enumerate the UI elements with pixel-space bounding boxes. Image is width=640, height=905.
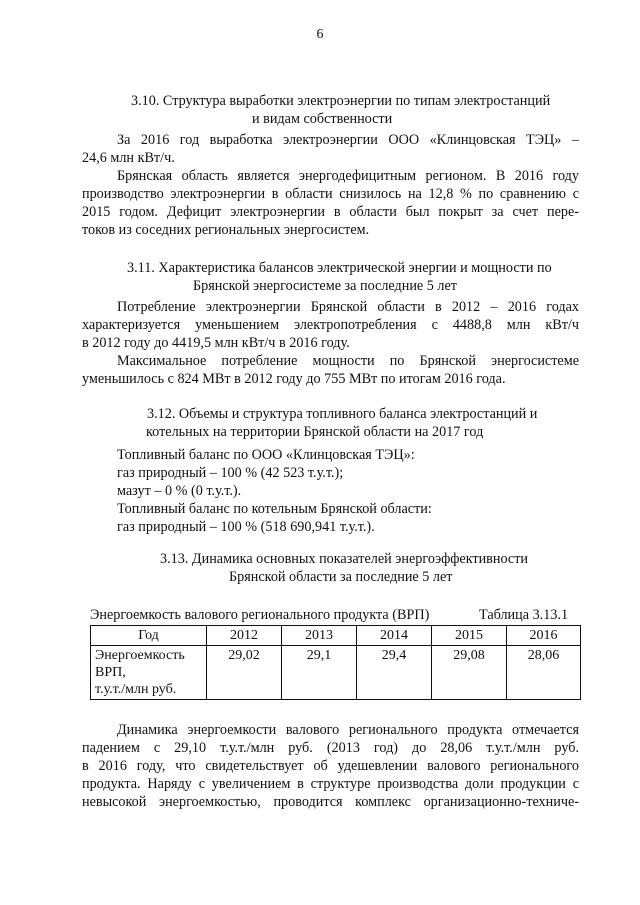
section-3-10-paragraph-1-line-1: За 2016 год выработка электроэнергии ООО «Клинцовская ТЭЦ» – bbox=[117, 132, 579, 148]
section-3-10-paragraph-2-line-2: производство электроэнергии в области снизилось на 12,8 % по сравнению с bbox=[82, 186, 579, 202]
section-3-12-heading-line-1: 3.12. Объемы и структура топливного баланса электростанций и bbox=[147, 406, 538, 422]
section-3-13-paragraph-line-1: Динамика энергоемкости валового регионального продукта отмечается bbox=[117, 722, 579, 738]
header-year-2014: 2014 bbox=[357, 626, 432, 646]
section-3-12-line-5: газ природный – 100 % (518 690,941 т.у.т.). bbox=[117, 519, 375, 535]
section-3-10-paragraph-2-line-3: 2015 годом. Дефицит электроэнергии в области был покрыт за счет пере- bbox=[82, 204, 579, 220]
section-3-11-paragraph-1-line-2: характеризуется уменьшением электропотребления с 4488,8 млн кВт/ч bbox=[82, 317, 579, 333]
section-3-10-paragraph-1-line-2: 24,6 млн кВт/ч. bbox=[82, 150, 175, 166]
header-year-label: Год bbox=[91, 626, 207, 646]
section-3-12-line-3: мазут – 0 % (0 т.у.т.). bbox=[117, 483, 242, 499]
row-label-line-3: т.у.т./млн руб. bbox=[95, 682, 177, 697]
section-3-13-paragraph-line-5: невысокой энергоемкостью, проводится комплекс организационно-техниче- bbox=[82, 794, 579, 810]
header-year-2012: 2012 bbox=[207, 626, 282, 646]
section-3-11-paragraph-1-line-3: в 2012 году до 4419,5 млн кВт/ч в 2016 году. bbox=[82, 335, 350, 351]
energy-intensity-table bbox=[90, 625, 581, 700]
section-3-13-heading-line-1: 3.13. Динамика основных показателей энергоэффективности bbox=[160, 551, 529, 567]
table-number-label: Таблица 3.13.1 bbox=[479, 607, 569, 623]
value-2012: 29,02 bbox=[207, 646, 282, 700]
section-3-12-line-4: Топливный баланс по котельным Брянской области: bbox=[117, 501, 432, 517]
value-2013: 29,1 bbox=[282, 646, 357, 700]
section-3-11-heading-line-2: Брянской энергосистеме за последние 5 лет bbox=[193, 278, 457, 294]
section-3-12-line-2: газ природный – 100 % (42 523 т.у.т.); bbox=[117, 465, 344, 481]
header-year-2015: 2015 bbox=[432, 626, 507, 646]
section-3-11-paragraph-1-line-1: Потребление электроэнергии Брянской области в 2012 – 2016 годах bbox=[117, 299, 579, 315]
row-label-line-1: Энергоемкость bbox=[95, 648, 185, 663]
header-year-2016: 2016 bbox=[507, 626, 581, 646]
table-header-row bbox=[91, 626, 581, 646]
section-3-13-paragraph-line-2: падением с 29,10 т.у.т./млн руб. (2013 год) до 28,06 т.у.т./млн руб. bbox=[82, 740, 579, 756]
value-2016: 28,06 bbox=[507, 646, 581, 700]
section-3-10-heading-line-1: 3.10. Структура выработки электроэнергии по типам электростанций bbox=[131, 93, 551, 109]
value-2015: 29,08 bbox=[432, 646, 507, 700]
table-title: Энергоемкость валового регионального продукта (ВРП) bbox=[90, 607, 430, 623]
header-year-2013: 2013 bbox=[282, 626, 357, 646]
section-3-11-heading-line-1: 3.11. Характеристика балансов электрической энергии и мощности по bbox=[127, 260, 552, 276]
table-row bbox=[91, 646, 581, 700]
value-2014: 29,4 bbox=[357, 646, 432, 700]
section-3-10-paragraph-2-line-1: Брянская область является энергодефицитным регионом. В 2016 году bbox=[117, 168, 579, 184]
section-3-13-heading-line-2: Брянской области за последние 5 лет bbox=[229, 569, 453, 585]
section-3-11-paragraph-2-line-2: уменьшилось с 824 МВт в 2012 году до 755 МВт по итогам 2016 года. bbox=[82, 371, 506, 387]
section-3-10-heading-line-2: и видам собственности bbox=[252, 111, 393, 127]
page-number: 6 bbox=[316, 27, 324, 42]
section-3-10-paragraph-2-line-4: токов из соседних региональных энергосистем. bbox=[82, 222, 370, 238]
section-3-13-paragraph-line-3: в 2016 году, что свидетельствует об удешевлении валового регионального bbox=[82, 758, 579, 774]
section-3-12-heading-line-2: котельных на территории Брянской области на 2017 год bbox=[146, 424, 484, 440]
section-3-11-paragraph-2-line-1: Максимальное потребление мощности по Брянской энергосистеме bbox=[117, 353, 579, 369]
row-label-cell bbox=[91, 646, 207, 700]
section-3-12-line-1: Топливный баланс по ООО «Клинцовская ТЭЦ»: bbox=[117, 447, 415, 463]
row-label-line-2: ВРП, bbox=[95, 665, 126, 680]
section-3-13-paragraph-line-4: продукта. Наряду с увеличением в структуре производства доли продукции с bbox=[82, 776, 579, 792]
